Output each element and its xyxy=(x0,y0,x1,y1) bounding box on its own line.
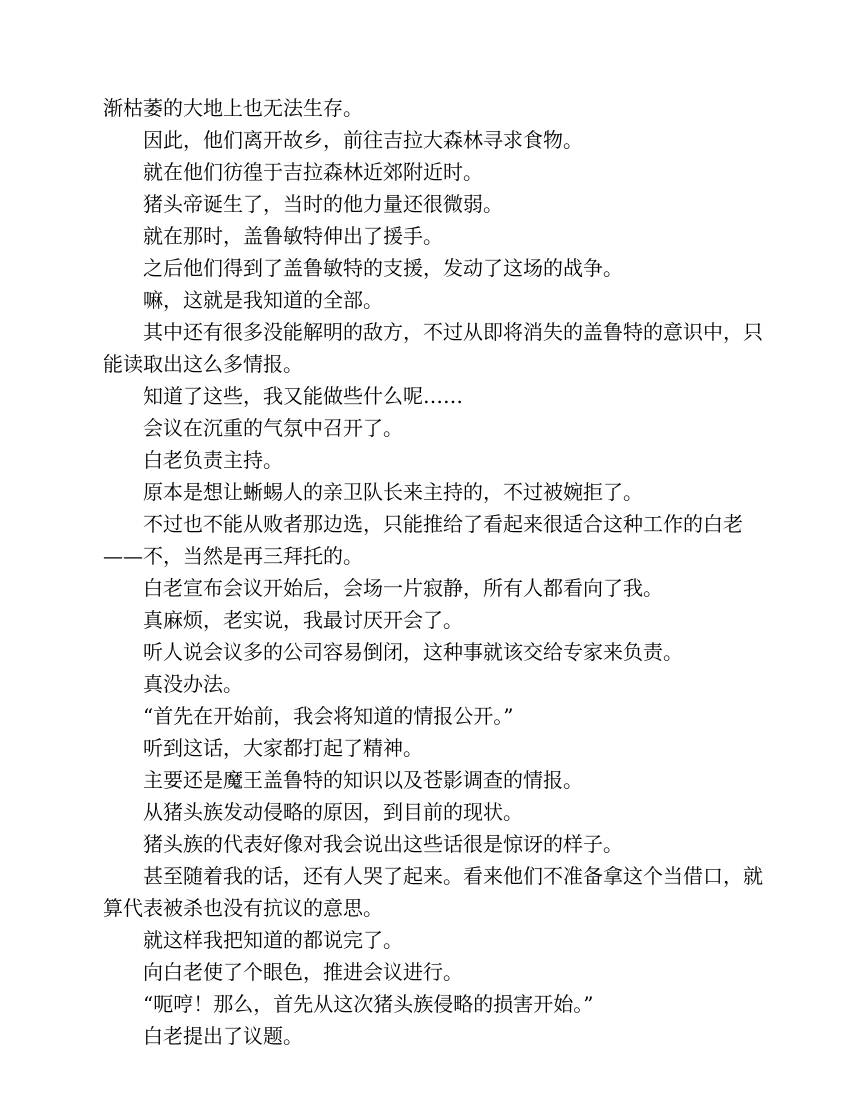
paragraph: 从猪头族发动侵略的原因，到目前的现状。 xyxy=(143,800,523,824)
paragraph: “呃哼！那么，首先从这次猪头族侵略的损害开始。” xyxy=(143,992,594,1016)
paragraph: 知道了这些，我又能做些什么呢…… xyxy=(143,384,463,408)
paragraph: 听人说会议多的公司容易倒闭，这种事就该交给专家来负责。 xyxy=(143,640,683,664)
paragraph: 就在他们彷徨于吉拉森林近郊附近时。 xyxy=(143,160,483,184)
paragraph: 猪头帝诞生了，当时的他力量还很微弱。 xyxy=(143,192,503,216)
paragraph: 就这样我把知道的都说完了。 xyxy=(143,928,403,952)
novel-text-body xyxy=(103,92,763,1052)
paragraph: 之后他们得到了盖鲁敏特的支援，发动了这场的战争。 xyxy=(143,256,623,280)
paragraph: 白老提出了议题。 xyxy=(143,1024,303,1048)
paragraph: 其中还有很多没能解明的敌方，不过从即将消失的盖鲁特的意识中，只能读取出这么多情报。 xyxy=(103,320,763,376)
paragraph: 不过也不能从败者那边选，只能推给了看起来很适合这种工作的白老——不，当然是再三拜托的。 xyxy=(103,512,743,568)
paragraph: 猪头族的代表好像对我会说出这些话很是惊讶的样子。 xyxy=(143,832,623,856)
paragraph: 渐枯萎的大地上也无法生存。 xyxy=(103,96,363,120)
paragraph: 白老宣布会议开始后，会场一片寂静，所有人都看向了我。 xyxy=(143,576,663,600)
paragraph: 原本是想让蜥蜴人的亲卫队长来主持的，不过被婉拒了。 xyxy=(143,480,643,504)
paragraph: 真没办法。 xyxy=(143,672,243,696)
paragraph: 主要还是魔王盖鲁特的知识以及苍影调查的情报。 xyxy=(143,768,583,792)
paragraph: “首先在开始前，我会将知道的情报公开。” xyxy=(143,704,514,728)
paragraph: 因此，他们离开故乡，前往吉拉大森林寻求食物。 xyxy=(143,128,583,152)
paragraph: 白老负责主持。 xyxy=(143,448,283,472)
paragraph: 会议在沉重的气氛中召开了。 xyxy=(143,416,403,440)
paragraph: 真麻烦，老实说，我最讨厌开会了。 xyxy=(143,608,463,632)
paragraph: 甚至随着我的话，还有人哭了起来。看来他们不准备拿这个当借口，就算代表被杀也没有抗议的意思。 xyxy=(103,864,763,920)
paragraph: 就在那时，盖鲁敏特伸出了援手。 xyxy=(143,224,443,248)
paragraph: 嘛，这就是我知道的全部。 xyxy=(143,288,383,312)
paragraph: 向白老使了个眼色，推进会议进行。 xyxy=(143,960,463,984)
paragraph: 听到这话，大家都打起了精神。 xyxy=(143,736,423,760)
